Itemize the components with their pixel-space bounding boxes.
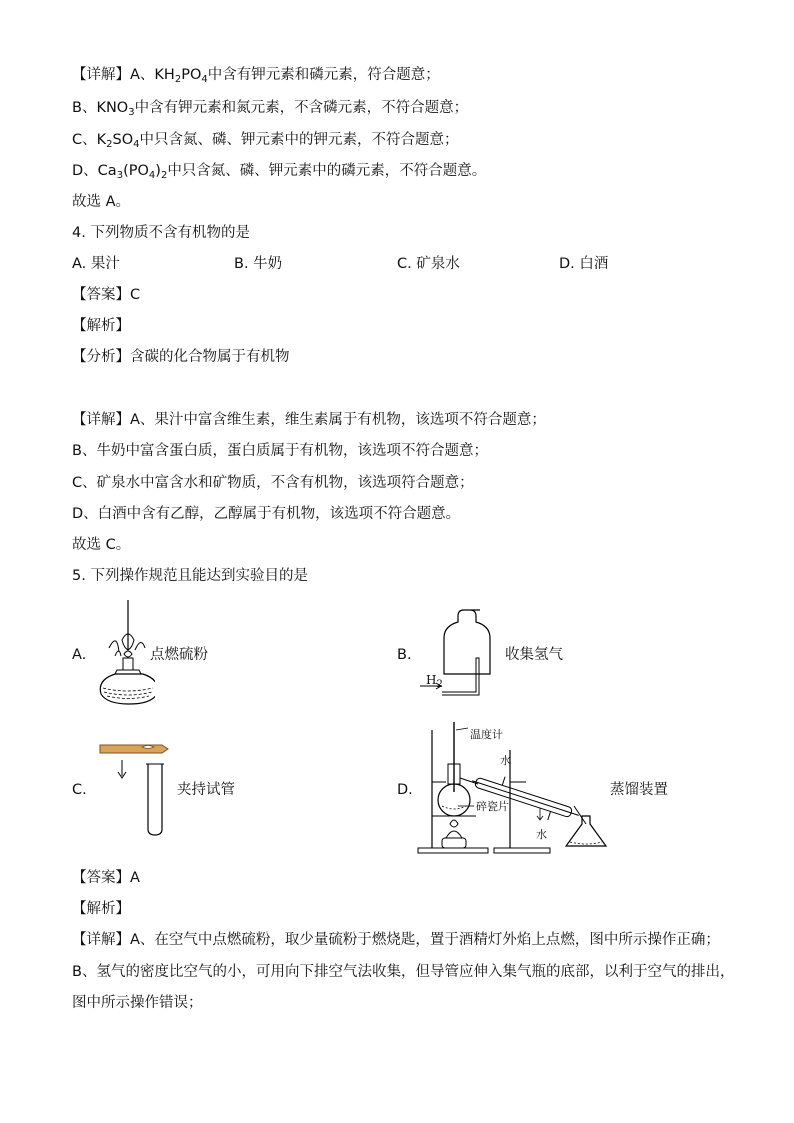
q4-analysis-tag: 【解析】 xyxy=(72,318,130,334)
subscript: 3 xyxy=(128,107,135,118)
q4-detail-line: C、矿泉水中富含水和矿物质，不含有机物，该选项符合题意； xyxy=(72,475,474,491)
test-tube-holder-figure xyxy=(96,740,176,840)
detail-tag: 【详解】 xyxy=(72,67,130,83)
q3-detail-b xyxy=(72,98,468,118)
text: 中含有钾元素和氮元素，不含磷元素，不符合题意； xyxy=(134,100,469,116)
q4-option-b: B. 牛奶 xyxy=(234,256,283,272)
subscript: 3 xyxy=(116,170,124,181)
q5-answer: 【答案】A xyxy=(72,870,140,886)
text: 中含有钾元素和磷元素，符合题意； xyxy=(207,67,440,83)
q4-stem: 4. 下列物质不含有机物的是 xyxy=(72,225,250,241)
text: C、K xyxy=(72,132,107,148)
q5-stem: 5. 下列操作规范且能达到实验目的是 xyxy=(72,568,308,584)
q4-option-a: A. 果汁 xyxy=(72,256,120,272)
q5-option-a-caption: 点燃硫粉 xyxy=(150,647,208,663)
text: B、KNO xyxy=(72,100,129,116)
q4-detail-line: B、牛奶中富含蛋白质，蛋白质属于有机物，该选项不符合题意； xyxy=(72,443,488,459)
subscript: 4 xyxy=(201,74,208,85)
text: (PO xyxy=(123,163,149,179)
water-in-label: 水 xyxy=(500,754,511,767)
alcohol-lamp-sulfur-figure xyxy=(95,598,155,710)
text: PO xyxy=(181,67,202,83)
q4-choice: 故选 C。 xyxy=(72,537,131,553)
q5-analysis-tag: 【解析】 xyxy=(72,901,130,917)
q4-fenxi: 【分析】含碳的化合物属于有机物 xyxy=(72,349,290,365)
water-out-label: 水 xyxy=(536,828,547,841)
text: H xyxy=(426,673,437,687)
subscript: 2 xyxy=(174,74,182,85)
q3-choice: 故选 A。 xyxy=(72,194,131,210)
text: A、KH xyxy=(130,67,175,83)
q4-detail-line: D、白酒中含有乙醇，乙醇属于有机物，该选项不符合题意。 xyxy=(72,506,461,522)
text: D、Ca xyxy=(72,163,117,179)
q3-detail-d xyxy=(72,161,486,181)
q5-detail-line: 图中所示操作错误； xyxy=(72,995,203,1011)
text: 中只含氮、磷、钾元素中的磷元素，不符合题意。 xyxy=(167,163,487,179)
q3-detail-c xyxy=(72,130,459,150)
q4-option-d: D. 白酒 xyxy=(559,256,609,272)
q5-option-d-letter: D. xyxy=(397,782,413,798)
subscript: 4 xyxy=(148,170,156,181)
q5-option-c-letter: C. xyxy=(72,782,87,798)
thermometer-label: 温度计 xyxy=(470,728,503,741)
q5-option-d-caption: 蒸馏装置 xyxy=(610,782,668,798)
q5-option-b-caption: 收集氢气 xyxy=(505,647,563,663)
chips-label: 碎瓷片 xyxy=(476,800,509,813)
q5-detail-line: B、氢气的密度比空气的小，可用向下排空气法收集，但导管应伸入集气瓶的底部，以利于空气的排出， xyxy=(72,964,735,980)
subscript: 2 xyxy=(160,170,168,181)
q4-detail-line: 【详解】A、果汁中富含维生素，维生素属于有机物，该选项不符合题意； xyxy=(72,412,546,428)
q3-detail-a xyxy=(72,65,440,85)
subscript: 4 xyxy=(133,139,140,150)
q4-option-c: C. 矿泉水 xyxy=(397,256,460,272)
q5-option-c-caption: 夹持试管 xyxy=(177,782,235,798)
q5-option-a-letter: A. xyxy=(72,647,87,663)
text: 中只含氮、磷、钾元素中的钾元素，不符合题意； xyxy=(139,132,459,148)
h2-label xyxy=(426,673,443,690)
text: ) xyxy=(155,163,161,179)
q4-answer: 【答案】C xyxy=(72,287,141,303)
distillation-apparatus-figure xyxy=(416,720,616,860)
q5-option-b-letter: B. xyxy=(397,647,412,663)
subscript: 2 xyxy=(436,679,443,690)
subscript: 2 xyxy=(106,139,113,150)
q5-detail-line: 【详解】A、在空气中点燃硫粉，取少量硫粉于燃烧匙，置于酒精灯外焰上点燃，图中所示操作正确； xyxy=(72,932,720,948)
text: SO xyxy=(112,132,134,148)
